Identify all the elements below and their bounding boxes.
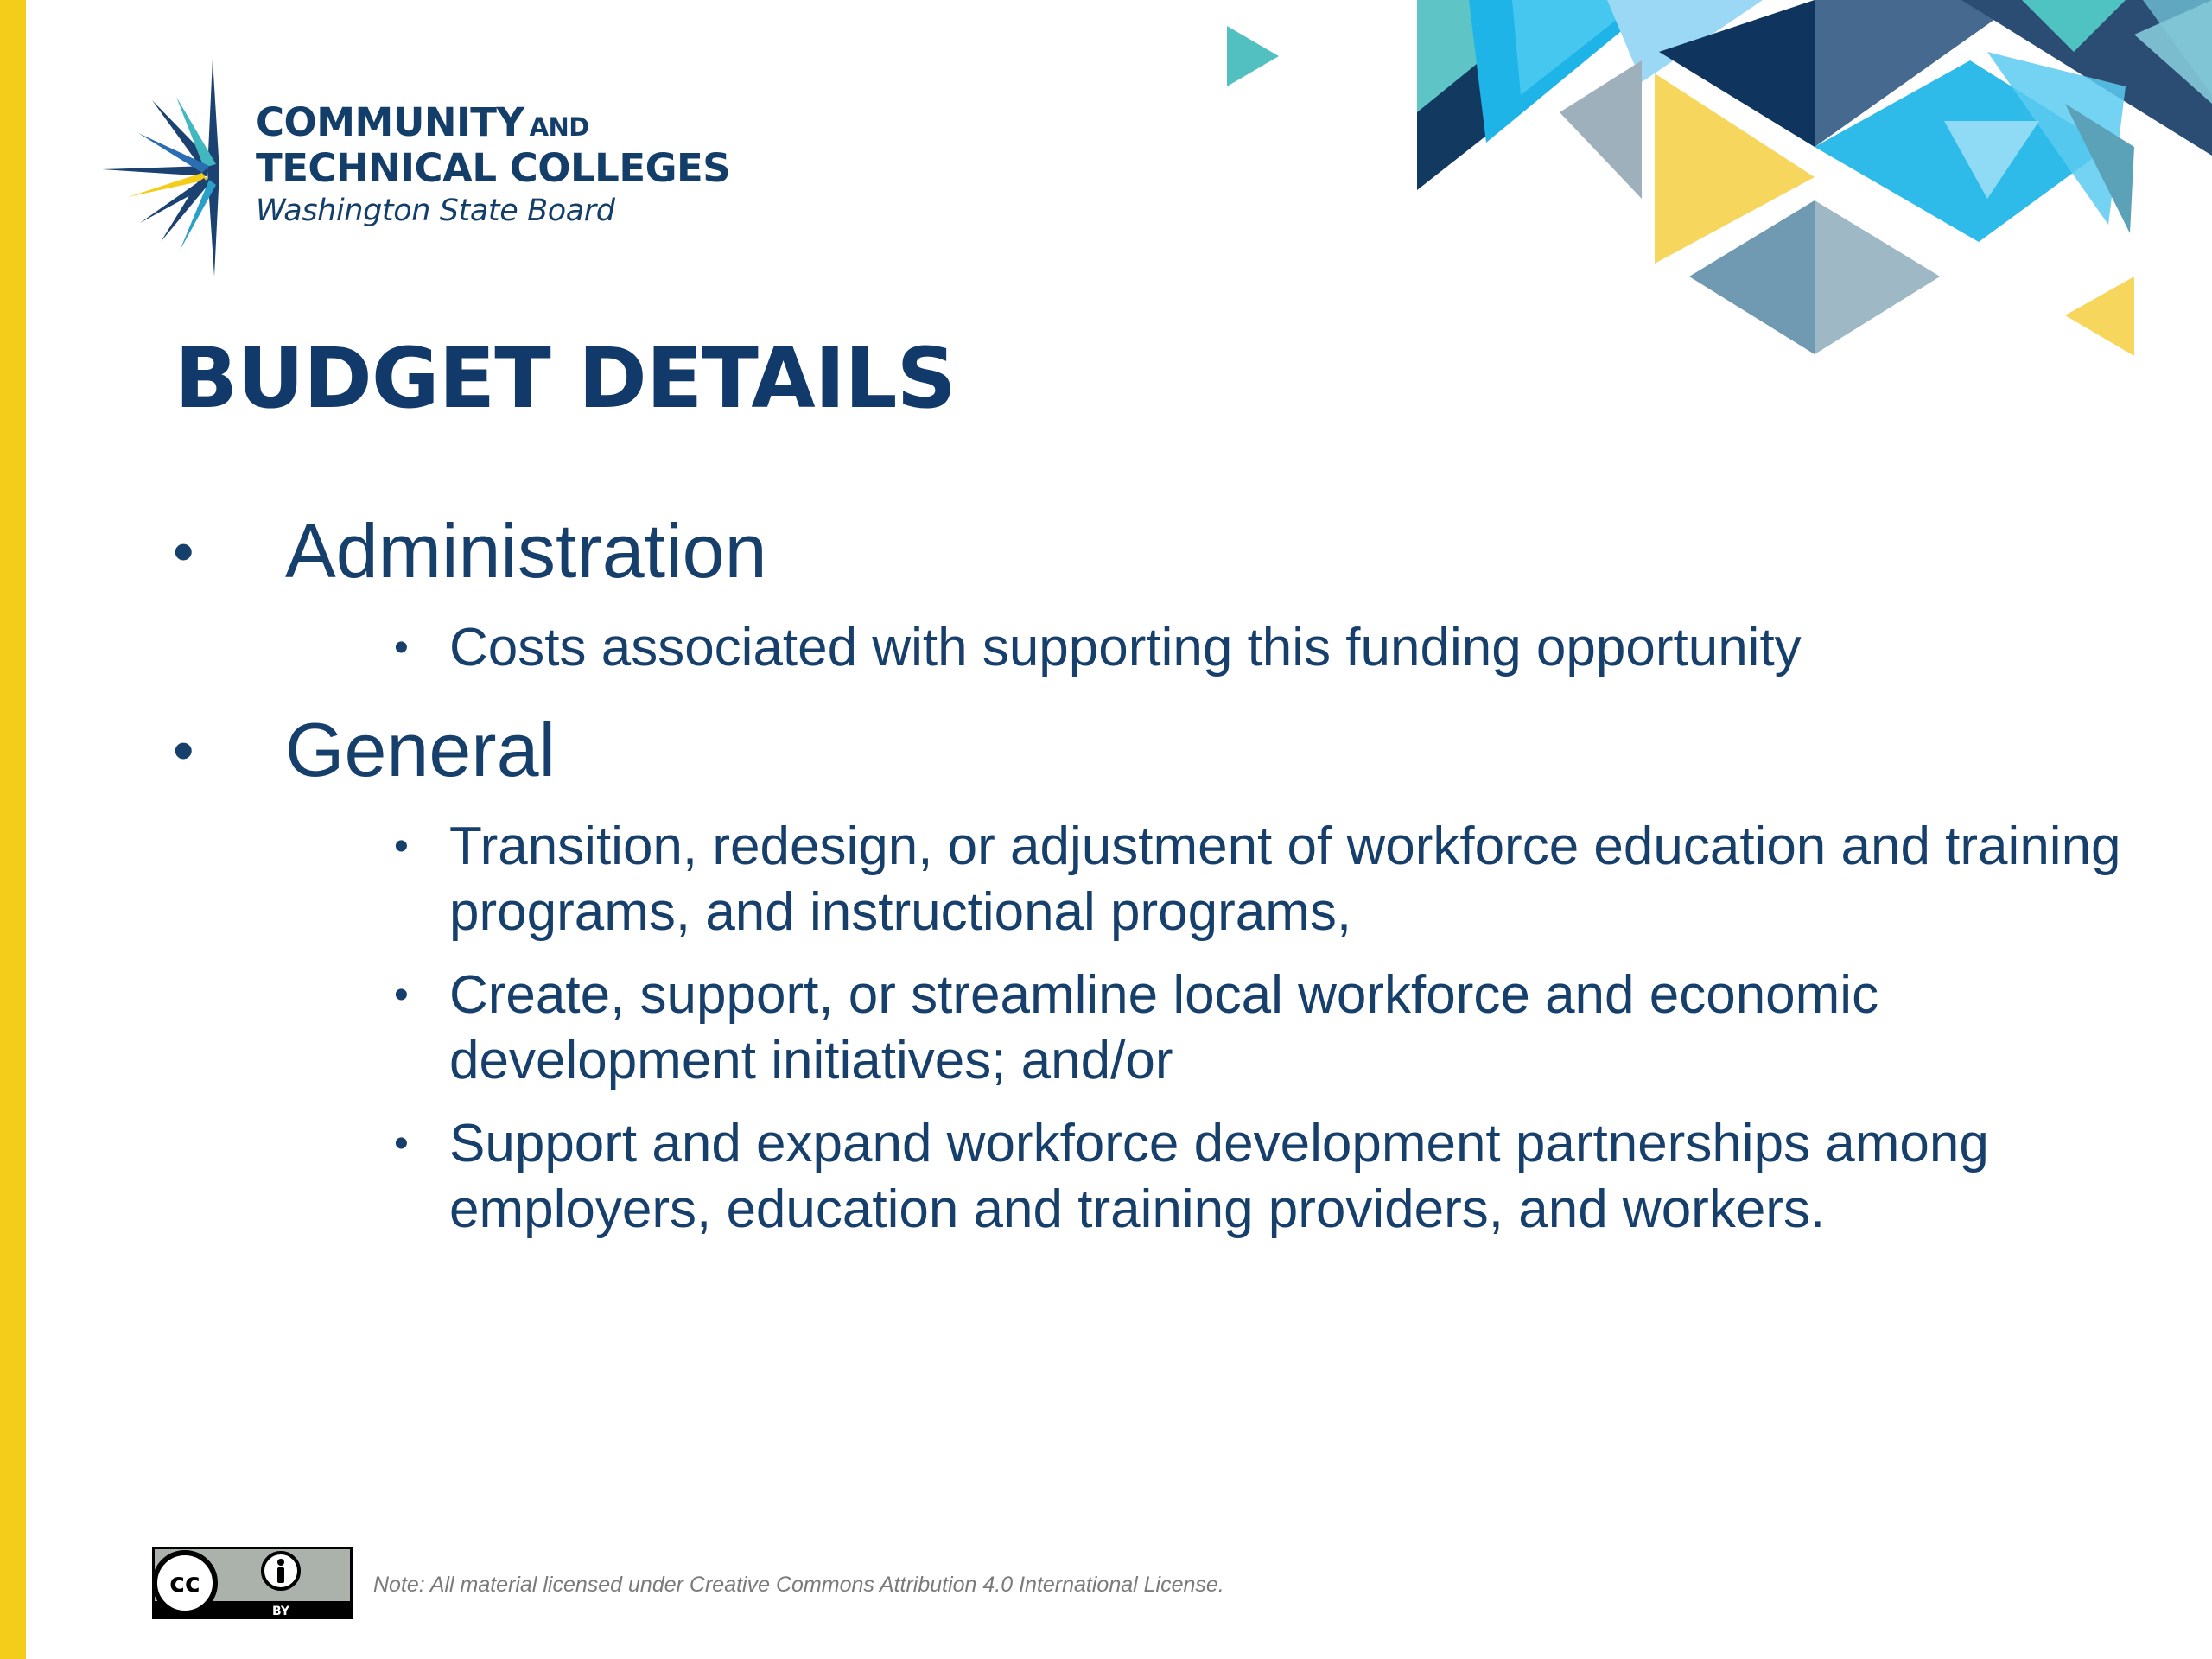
sub-bullet-dot-icon: • — [394, 625, 409, 671]
cc-icon: cc — [169, 1568, 200, 1599]
license-note: Note: All material licensed under Creative Commons Attribution 4.0 International License. — [373, 1573, 1224, 1597]
sub-bullet-text: Costs associated with supporting this funding opportunity — [449, 618, 1802, 677]
sub-bullet-dot-icon: • — [394, 1121, 409, 1166]
sub-bullet-text: Support and expand workforce development partnerships among employers, education and training providers, and workers. — [449, 1114, 1989, 1239]
logo-state-board-text: Washington State Board — [256, 194, 615, 228]
attribution-person-icon — [277, 1559, 284, 1566]
sub-bullet-text: Create, support, or streamline local workforce and economic development initiatives; and/or — [449, 965, 1879, 1090]
bullet-heading: General — [285, 707, 556, 792]
logo-and-text: AND — [529, 112, 589, 142]
sub-bullet-dot-icon: • — [394, 972, 409, 1018]
creative-commons-license-badge[interactable] — [152, 1547, 353, 1619]
sub-bullet-dot-icon: • — [394, 823, 409, 869]
bullet-dot-icon: • — [173, 716, 194, 784]
bullet-dot-icon: • — [173, 518, 194, 585]
bullet-heading: Administration — [285, 508, 767, 594]
slide-title: BUDGET DETAILS — [175, 330, 956, 427]
logo-community-text: COMMUNITY — [256, 99, 524, 145]
logo-technical-colleges-text: TECHNICAL COLLEGES — [256, 145, 731, 191]
sub-bullet-text: Transition, redesign, or adjustment of workforce education and training programs, and instructional programs, — [449, 817, 2121, 942]
by-label: BY — [271, 1605, 290, 1618]
decorative-triangles — [0, 0, 2212, 372]
